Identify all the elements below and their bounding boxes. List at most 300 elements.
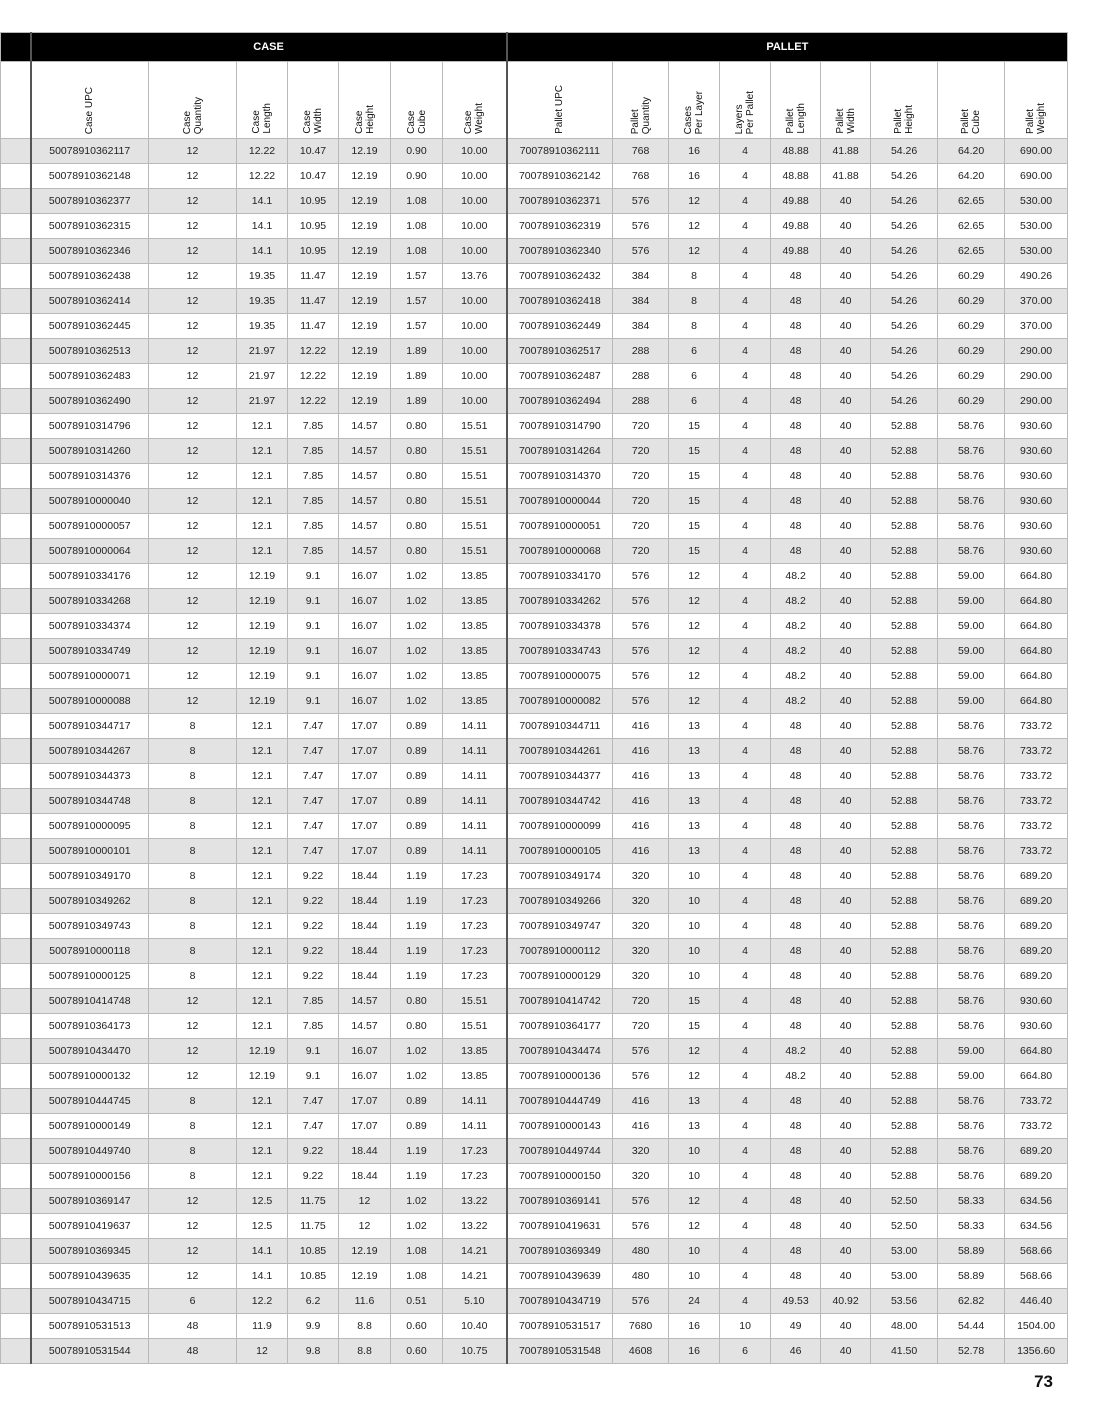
table-cell: 52.88 bbox=[871, 1014, 938, 1039]
table-cell: 768 bbox=[613, 139, 669, 164]
table-cell: 1.19 bbox=[391, 889, 443, 914]
table-cell: 48 bbox=[771, 1239, 821, 1264]
table-cell: 52.88 bbox=[871, 439, 938, 464]
table-cell: 8 bbox=[149, 1164, 237, 1189]
column-header-line: Case bbox=[405, 110, 417, 134]
table-cell: 12.1 bbox=[237, 839, 288, 864]
table-row bbox=[1, 164, 1068, 189]
table-cell: 0.89 bbox=[391, 714, 443, 739]
table-row bbox=[1, 914, 1068, 939]
table-cell: 12.5 bbox=[237, 1189, 288, 1214]
table-cell: 12 bbox=[149, 414, 237, 439]
table-cell: 12.1 bbox=[237, 864, 288, 889]
table-cell: 17.23 bbox=[443, 864, 507, 889]
table-cell: 12.1 bbox=[237, 714, 288, 739]
table-row bbox=[1, 239, 1068, 264]
table-cell: 12 bbox=[669, 214, 720, 239]
table-cell: 530.00 bbox=[1005, 214, 1068, 239]
table-cell: 10.95 bbox=[288, 239, 339, 264]
table-cell: 16 bbox=[669, 164, 720, 189]
table-cell: 10.47 bbox=[288, 139, 339, 164]
table-cell: 52.88 bbox=[871, 1114, 938, 1139]
leading-cell bbox=[1, 464, 31, 489]
table-cell: 40 bbox=[821, 1064, 871, 1089]
table-cell: 48 bbox=[771, 964, 821, 989]
table-cell: 0.89 bbox=[391, 1114, 443, 1139]
table-cell: 12 bbox=[149, 639, 237, 664]
table-cell: 41.88 bbox=[821, 139, 871, 164]
table-cell: 58.76 bbox=[938, 764, 1005, 789]
table-row bbox=[1, 564, 1068, 589]
table-cell: 13.85 bbox=[443, 564, 507, 589]
table-cell: 7.47 bbox=[288, 814, 339, 839]
table-cell: 12 bbox=[149, 139, 237, 164]
leading-cell bbox=[1, 214, 31, 239]
table-cell: 62.65 bbox=[938, 189, 1005, 214]
pallet-upc-cell: 70078910334262 bbox=[507, 589, 613, 614]
table-cell: 664.80 bbox=[1005, 614, 1068, 639]
table-row bbox=[1, 989, 1068, 1014]
table-row bbox=[1, 139, 1068, 164]
table-cell: 1.08 bbox=[391, 1264, 443, 1289]
table-cell: 384 bbox=[613, 289, 669, 314]
table-cell: 64.20 bbox=[938, 164, 1005, 189]
table-cell: 6 bbox=[669, 389, 720, 414]
table-cell: 40 bbox=[821, 514, 871, 539]
table-cell: 10.00 bbox=[443, 339, 507, 364]
table-cell: 576 bbox=[613, 589, 669, 614]
pallet-upc-cell: 70078910000051 bbox=[507, 514, 613, 539]
table-cell: 5.10 bbox=[443, 1289, 507, 1314]
table-cell: 12 bbox=[149, 689, 237, 714]
case-upc-cell: 50078910362483 bbox=[31, 364, 149, 389]
pallet-upc-cell: 70078910334378 bbox=[507, 614, 613, 639]
table-cell: 52.88 bbox=[871, 814, 938, 839]
table-cell: 17.23 bbox=[443, 1164, 507, 1189]
case-upc-cell: 50078910531513 bbox=[31, 1314, 149, 1339]
table-row bbox=[1, 214, 1068, 239]
table-cell: 1.57 bbox=[391, 289, 443, 314]
table-cell: 14.1 bbox=[237, 214, 288, 239]
table-row bbox=[1, 739, 1068, 764]
table-cell: 54.26 bbox=[871, 289, 938, 314]
table-cell: 8 bbox=[669, 264, 720, 289]
table-cell: 0.80 bbox=[391, 464, 443, 489]
table-cell: 0.89 bbox=[391, 839, 443, 864]
table-cell: 59.00 bbox=[938, 589, 1005, 614]
table-cell: 14.11 bbox=[443, 839, 507, 864]
table-cell: 11.6 bbox=[339, 1289, 391, 1314]
leading-cell bbox=[1, 239, 31, 264]
table-cell: 52.88 bbox=[871, 664, 938, 689]
table-cell: 52.88 bbox=[871, 1089, 938, 1114]
table-cell: 48 bbox=[771, 364, 821, 389]
table-cell: 12.19 bbox=[237, 564, 288, 589]
column-header-line: Cube bbox=[971, 110, 983, 134]
table-cell: 0.80 bbox=[391, 489, 443, 514]
table-cell: 9.1 bbox=[288, 639, 339, 664]
table-cell: 10.95 bbox=[288, 189, 339, 214]
table-cell: 4 bbox=[720, 939, 771, 964]
table-cell: 0.89 bbox=[391, 814, 443, 839]
pallet-upc-cell: 70078910314790 bbox=[507, 414, 613, 439]
table-cell: 40 bbox=[821, 314, 871, 339]
column-header-line: Length bbox=[262, 103, 273, 134]
column-header-line: Case bbox=[353, 110, 365, 134]
table-row bbox=[1, 464, 1068, 489]
leading-cell bbox=[1, 164, 31, 189]
table-cell: 48 bbox=[771, 939, 821, 964]
pallet-upc-cell: 70078910000075 bbox=[507, 664, 613, 689]
table-cell: 40 bbox=[821, 714, 871, 739]
table-cell: 10 bbox=[669, 889, 720, 914]
table-cell: 8 bbox=[149, 1114, 237, 1139]
table-cell: 416 bbox=[613, 839, 669, 864]
table-cell: 59.00 bbox=[938, 639, 1005, 664]
table-cell: 7.47 bbox=[288, 764, 339, 789]
case-upc-cell: 50078910000149 bbox=[31, 1114, 149, 1139]
case-upc-cell: 50078910314796 bbox=[31, 414, 149, 439]
table-cell: 18.44 bbox=[339, 1164, 391, 1189]
table-cell: 62.82 bbox=[938, 1289, 1005, 1314]
table-cell: 733.72 bbox=[1005, 789, 1068, 814]
table-cell: 15 bbox=[669, 439, 720, 464]
table-cell: 1.19 bbox=[391, 864, 443, 889]
table-cell: 7.47 bbox=[288, 1089, 339, 1114]
table-row bbox=[1, 1114, 1068, 1139]
column-header-label bbox=[1025, 103, 1047, 134]
pallet-upc-cell: 70078910362111 bbox=[507, 139, 613, 164]
table-cell: 12 bbox=[669, 1214, 720, 1239]
table-cell: 52.88 bbox=[871, 514, 938, 539]
table-cell: 10 bbox=[669, 1239, 720, 1264]
table-cell: 12 bbox=[149, 364, 237, 389]
table-cell: 15.51 bbox=[443, 489, 507, 514]
case-upc-cell: 50078910344373 bbox=[31, 764, 149, 789]
table-cell: 18.44 bbox=[339, 889, 391, 914]
table-cell: 48 bbox=[771, 789, 821, 814]
case-upc-cell: 50078910362490 bbox=[31, 389, 149, 414]
table-cell: 13.85 bbox=[443, 639, 507, 664]
table-cell: 4 bbox=[720, 739, 771, 764]
table-cell: 52.88 bbox=[871, 464, 938, 489]
table-cell: 17.07 bbox=[339, 839, 391, 864]
table-cell: 12.19 bbox=[339, 1239, 391, 1264]
table-cell: 14.21 bbox=[443, 1264, 507, 1289]
table-cell: 8 bbox=[149, 764, 237, 789]
table-cell: 48 bbox=[771, 389, 821, 414]
table-cell: 0.80 bbox=[391, 989, 443, 1014]
case-upc-cell: 50078910000101 bbox=[31, 839, 149, 864]
table-cell: 17.23 bbox=[443, 939, 507, 964]
table-cell: 9.1 bbox=[288, 689, 339, 714]
table-cell: 290.00 bbox=[1005, 364, 1068, 389]
table-cell: 6 bbox=[720, 1339, 771, 1364]
table-cell: 48 bbox=[771, 1114, 821, 1139]
table-cell: 733.72 bbox=[1005, 714, 1068, 739]
table-cell: 40 bbox=[821, 289, 871, 314]
table-cell: 16 bbox=[669, 1339, 720, 1364]
table-cell: 15.51 bbox=[443, 464, 507, 489]
table-cell: 576 bbox=[613, 1039, 669, 1064]
table-cell: 0.60 bbox=[391, 1314, 443, 1339]
table-cell: 576 bbox=[613, 189, 669, 214]
table-cell: 52.88 bbox=[871, 589, 938, 614]
table-cell: 8 bbox=[149, 1089, 237, 1114]
table-cell: 12.19 bbox=[237, 589, 288, 614]
table-cell: 290.00 bbox=[1005, 339, 1068, 364]
pallet-upc-cell: 70078910531517 bbox=[507, 1314, 613, 1339]
column-header bbox=[339, 62, 391, 139]
table-cell: 1.02 bbox=[391, 589, 443, 614]
case-upc-cell: 50078910434715 bbox=[31, 1289, 149, 1314]
table-cell: 58.76 bbox=[938, 714, 1005, 739]
table-cell: 12.19 bbox=[237, 1064, 288, 1089]
column-header bbox=[149, 62, 237, 139]
column-header-line: Pallet bbox=[784, 108, 796, 134]
leading-cell bbox=[1, 1139, 31, 1164]
table-cell: 10.85 bbox=[288, 1264, 339, 1289]
pallet-upc-cell: 70078910362432 bbox=[507, 264, 613, 289]
table-cell: 733.72 bbox=[1005, 839, 1068, 864]
case-upc-cell: 50078910349262 bbox=[31, 889, 149, 914]
pallet-upc-cell: 70078910000068 bbox=[507, 539, 613, 564]
table-row bbox=[1, 539, 1068, 564]
case-upc-cell: 50078910314260 bbox=[31, 439, 149, 464]
table-cell: 60.29 bbox=[938, 389, 1005, 414]
table-cell: 58.76 bbox=[938, 889, 1005, 914]
table-row bbox=[1, 1139, 1068, 1164]
table-cell: 0.89 bbox=[391, 1089, 443, 1114]
case-group-header: CASE bbox=[31, 33, 507, 62]
table-cell: 664.80 bbox=[1005, 589, 1068, 614]
table-cell: 12 bbox=[149, 1039, 237, 1064]
table-cell: 4 bbox=[720, 1014, 771, 1039]
table-row bbox=[1, 939, 1068, 964]
table-cell: 40 bbox=[821, 989, 871, 1014]
table-cell: 58.76 bbox=[938, 964, 1005, 989]
table-cell: 576 bbox=[613, 639, 669, 664]
table-row bbox=[1, 1039, 1068, 1064]
table-cell: 12.1 bbox=[237, 539, 288, 564]
table-row bbox=[1, 764, 1068, 789]
table-cell: 8 bbox=[149, 1139, 237, 1164]
table-cell: 40 bbox=[821, 1139, 871, 1164]
leading-cell bbox=[1, 639, 31, 664]
pallet-upc-cell: 70078910344377 bbox=[507, 764, 613, 789]
leading-cell bbox=[1, 139, 31, 164]
pallet-upc-cell: 70078910000099 bbox=[507, 814, 613, 839]
table-cell: 0.89 bbox=[391, 764, 443, 789]
table-cell: 4 bbox=[720, 914, 771, 939]
table-row bbox=[1, 364, 1068, 389]
case-upc-cell: 50078910000095 bbox=[31, 814, 149, 839]
pallet-upc-cell: 70078910314264 bbox=[507, 439, 613, 464]
column-header-line: Weight bbox=[1036, 103, 1048, 134]
table-cell: 12 bbox=[669, 189, 720, 214]
column-header-label bbox=[734, 91, 756, 134]
table-cell: 52.50 bbox=[871, 1214, 938, 1239]
table-cell: 12.1 bbox=[237, 514, 288, 539]
pallet-upc-cell: 70078910000044 bbox=[507, 489, 613, 514]
table-cell: 0.80 bbox=[391, 514, 443, 539]
table-cell: 13 bbox=[669, 1114, 720, 1139]
table-cell: 7.47 bbox=[288, 739, 339, 764]
table-cell: 13.85 bbox=[443, 664, 507, 689]
table-cell: 7.47 bbox=[288, 789, 339, 814]
leading-cell bbox=[1, 1189, 31, 1214]
leading-cell bbox=[1, 839, 31, 864]
table-cell: 7.85 bbox=[288, 539, 339, 564]
table-cell: 9.1 bbox=[288, 1064, 339, 1089]
table-cell: 768 bbox=[613, 164, 669, 189]
pallet-upc-cell: 70078910000105 bbox=[507, 839, 613, 864]
table-cell: 11.75 bbox=[288, 1214, 339, 1239]
table-cell: 4 bbox=[720, 1089, 771, 1114]
table-cell: 58.76 bbox=[938, 1089, 1005, 1114]
table-cell: 12.1 bbox=[237, 989, 288, 1014]
case-upc-cell: 50078910000088 bbox=[31, 689, 149, 714]
column-header bbox=[720, 62, 771, 139]
table-cell: 370.00 bbox=[1005, 289, 1068, 314]
table-cell: 58.76 bbox=[938, 439, 1005, 464]
table-cell: 12 bbox=[149, 189, 237, 214]
table-cell: 52.88 bbox=[871, 989, 938, 1014]
table-cell: 4 bbox=[720, 164, 771, 189]
table-cell: 12 bbox=[669, 639, 720, 664]
table-cell: 62.65 bbox=[938, 239, 1005, 264]
column-header-label bbox=[785, 103, 807, 134]
column-header-line: Case bbox=[302, 110, 313, 134]
table-cell: 4 bbox=[720, 564, 771, 589]
table-cell: 4 bbox=[720, 214, 771, 239]
table-cell: 0.90 bbox=[391, 139, 443, 164]
table-cell: 58.76 bbox=[938, 814, 1005, 839]
table-cell: 13 bbox=[669, 764, 720, 789]
table-cell: 48 bbox=[771, 439, 821, 464]
table-cell: 14.11 bbox=[443, 739, 507, 764]
table-cell: 13.85 bbox=[443, 614, 507, 639]
table-cell: 48.2 bbox=[771, 1039, 821, 1064]
table-cell: 9.22 bbox=[288, 1164, 339, 1189]
table-cell: 576 bbox=[613, 1214, 669, 1239]
pallet-upc-cell: 70078910362487 bbox=[507, 364, 613, 389]
table-cell: 58.76 bbox=[938, 1139, 1005, 1164]
case-upc-cell: 50078910362513 bbox=[31, 339, 149, 364]
table-cell: 12.19 bbox=[237, 689, 288, 714]
leading-cell bbox=[1, 489, 31, 514]
table-cell: 12 bbox=[149, 1189, 237, 1214]
table-cell: 49.88 bbox=[771, 214, 821, 239]
table-cell: 54.26 bbox=[871, 239, 938, 264]
pallet-upc-cell: 70078910362142 bbox=[507, 164, 613, 189]
table-cell: 14.11 bbox=[443, 714, 507, 739]
table-cell: 17.07 bbox=[339, 714, 391, 739]
table-cell: 48 bbox=[771, 1089, 821, 1114]
pallet-upc-cell: 70078910349266 bbox=[507, 889, 613, 914]
leading-cell bbox=[1, 889, 31, 914]
table-cell: 733.72 bbox=[1005, 1089, 1068, 1114]
table-cell: 14.11 bbox=[443, 1089, 507, 1114]
table-cell: 689.20 bbox=[1005, 964, 1068, 989]
table-cell: 53.56 bbox=[871, 1289, 938, 1314]
leading-cell bbox=[1, 614, 31, 639]
table-cell: 15.51 bbox=[443, 1014, 507, 1039]
table-cell: 930.60 bbox=[1005, 514, 1068, 539]
pallet-upc-cell: 70078910362517 bbox=[507, 339, 613, 364]
table-cell: 40 bbox=[821, 964, 871, 989]
table-cell: 1.19 bbox=[391, 1139, 443, 1164]
table-cell: 59.00 bbox=[938, 689, 1005, 714]
table-cell: 4 bbox=[720, 414, 771, 439]
table-cell: 1.89 bbox=[391, 389, 443, 414]
table-cell: 9.1 bbox=[288, 664, 339, 689]
table-cell: 9.22 bbox=[288, 864, 339, 889]
table-cell: 320 bbox=[613, 1164, 669, 1189]
pallet-upc-cell: 70078910369141 bbox=[507, 1189, 613, 1214]
table-cell: 12.22 bbox=[237, 164, 288, 189]
table-cell: 733.72 bbox=[1005, 764, 1068, 789]
table-cell: 64.20 bbox=[938, 139, 1005, 164]
table-cell: 720 bbox=[613, 1014, 669, 1039]
table-cell: 13.85 bbox=[443, 1064, 507, 1089]
table-cell: 40 bbox=[821, 189, 871, 214]
table-cell: 6.2 bbox=[288, 1289, 339, 1314]
table-cell: 12 bbox=[149, 664, 237, 689]
table-cell: 12.1 bbox=[237, 439, 288, 464]
column-header bbox=[1005, 62, 1068, 139]
table-cell: 490.26 bbox=[1005, 264, 1068, 289]
table-cell: 14.1 bbox=[237, 189, 288, 214]
product-spec-table bbox=[0, 32, 1068, 1364]
table-cell: 52.88 bbox=[871, 489, 938, 514]
case-upc-cell: 50078910000125 bbox=[31, 964, 149, 989]
table-cell: 1.19 bbox=[391, 964, 443, 989]
table-cell: 11.47 bbox=[288, 314, 339, 339]
column-header-line: Pallet bbox=[629, 108, 641, 134]
table-cell: 40 bbox=[821, 489, 871, 514]
table-cell: 4 bbox=[720, 764, 771, 789]
pallet-upc-cell: 70078910000082 bbox=[507, 689, 613, 714]
table-cell: 720 bbox=[613, 989, 669, 1014]
table-cell: 48 bbox=[771, 539, 821, 564]
table-cell: 52.88 bbox=[871, 639, 938, 664]
table-cell: 664.80 bbox=[1005, 639, 1068, 664]
table-cell: 52.88 bbox=[871, 764, 938, 789]
table-cell: 48.2 bbox=[771, 589, 821, 614]
table-cell: 370.00 bbox=[1005, 314, 1068, 339]
table-cell: 52.88 bbox=[871, 864, 938, 889]
table-row bbox=[1, 289, 1068, 314]
table-cell: 12.5 bbox=[237, 1214, 288, 1239]
table-cell: 634.56 bbox=[1005, 1214, 1068, 1239]
table-cell: 1.89 bbox=[391, 339, 443, 364]
table-cell: 10 bbox=[669, 864, 720, 889]
table-cell: 7.85 bbox=[288, 1014, 339, 1039]
table-cell: 12.19 bbox=[339, 189, 391, 214]
table-cell: 8 bbox=[669, 314, 720, 339]
leading-cell bbox=[1, 364, 31, 389]
table-cell: 1.02 bbox=[391, 639, 443, 664]
column-header bbox=[771, 62, 821, 139]
leading-cell bbox=[1, 589, 31, 614]
table-cell: 40 bbox=[821, 589, 871, 614]
case-upc-cell: 50078910000064 bbox=[31, 539, 149, 564]
table-cell: 0.80 bbox=[391, 1014, 443, 1039]
table-cell: 19.35 bbox=[237, 314, 288, 339]
table-cell: 52.88 bbox=[871, 1164, 938, 1189]
table-cell: 14.11 bbox=[443, 764, 507, 789]
